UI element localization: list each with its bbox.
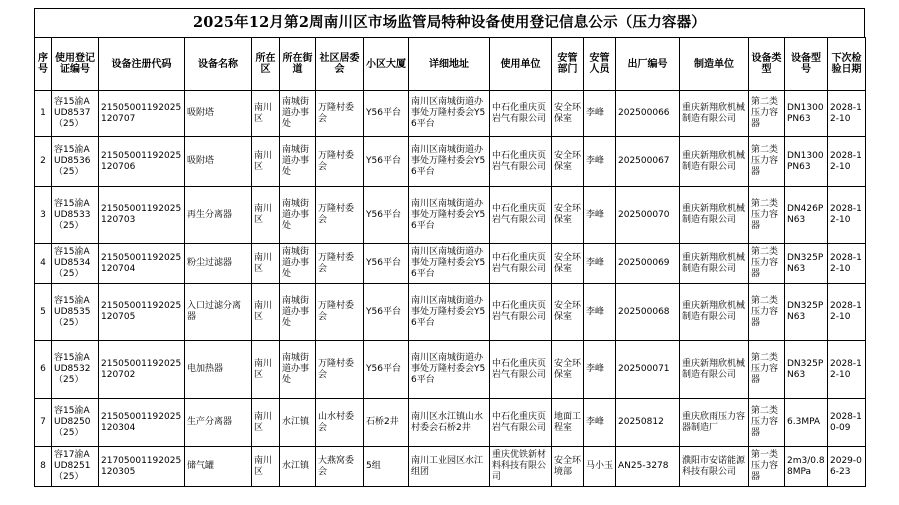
column-header: 出厂编号 <box>616 38 680 91</box>
column-header: 所在街道 <box>280 38 316 91</box>
table-cell: 重庆欣雨压力容器制造厂 <box>680 399 749 447</box>
table-cell: 重庆新翔欣机械制造有限公司 <box>680 187 749 244</box>
table-cell: 万隆村委会 <box>316 187 364 244</box>
table-cell: 20250812 <box>616 399 680 447</box>
table-cell: 南川区 <box>252 91 280 137</box>
table-cell: 储气罐 <box>185 447 252 487</box>
column-header: 安管人员 <box>584 38 616 91</box>
table-cell: 安全环境部 <box>552 447 584 487</box>
table-cell: 南川区 <box>252 137 280 187</box>
table-cell: 第二类压力容器 <box>749 341 785 399</box>
table-cell: 202500067 <box>616 137 680 187</box>
table-cell: 7 <box>35 399 52 447</box>
table-row <box>35 284 866 341</box>
column-header: 小区大厦 <box>364 38 409 91</box>
table-cell: 南川区 <box>252 244 280 284</box>
table-cell: 李峰 <box>584 137 616 187</box>
table-cell: 安全环保室 <box>552 91 584 137</box>
table-cell: 3 <box>35 187 52 244</box>
table-cell: 21505001192025120705 <box>99 284 185 341</box>
table-cell: 2028-12-10 <box>828 91 866 137</box>
table-cell: 石桥2井 <box>364 399 409 447</box>
table-cell: 安全环保室 <box>552 284 584 341</box>
table-cell: 中石化重庆页岩气有限公司 <box>490 341 552 399</box>
table-cell: 容15渝AUD8537（25） <box>52 91 99 137</box>
table-row <box>35 447 866 487</box>
table-cell: 南川区南城街道办事处万隆村委会Y56平台 <box>409 137 490 187</box>
table-cell: 21705001192025120305 <box>99 447 185 487</box>
table-cell: DN1300PN63 <box>785 91 828 137</box>
table-cell: 2029-06-23 <box>828 447 866 487</box>
table-cell: 21505001192025120703 <box>99 187 185 244</box>
table-cell: 南川区 <box>252 447 280 487</box>
table-cell: DN426PN63 <box>785 187 828 244</box>
column-header: 设备类型 <box>749 38 785 91</box>
table-cell: 6.3MPA <box>785 399 828 447</box>
table-row <box>35 187 866 244</box>
table-cell: 安全环保室 <box>552 187 584 244</box>
table-cell: 中石化重庆页岩气有限公司 <box>490 244 552 284</box>
table-cell: 电加热器 <box>185 341 252 399</box>
table-cell: 万隆村委会 <box>316 137 364 187</box>
table-cell: AN25-3278 <box>616 447 680 487</box>
table-cell: 万隆村委会 <box>316 244 364 284</box>
page-title: 2025年12月第2周南川区市场监管局特种设备使用登记信息公示（压力容器） <box>34 8 865 37</box>
registration-table <box>34 37 866 487</box>
table-row <box>35 137 866 187</box>
table-cell: 南川区水江镇山水村委会石桥2井 <box>409 399 490 447</box>
table-cell: 南川区南城街道办事处万隆村委会Y56平台 <box>409 284 490 341</box>
table-cell: 李峰 <box>584 244 616 284</box>
table-cell: 2028-12-10 <box>828 137 866 187</box>
table-cell: 南川区 <box>252 187 280 244</box>
column-header: 设备名称 <box>185 38 252 91</box>
table-cell: 容15渝AUD8535（25） <box>52 284 99 341</box>
table-cell: 2028-12-10 <box>828 187 866 244</box>
table-cell: 202500070 <box>616 187 680 244</box>
table-cell: 容15渝AUD8250（25） <box>52 399 99 447</box>
table-cell: 南川区南城街道办事处万隆村委会Y56平台 <box>409 341 490 399</box>
table-row <box>35 91 866 137</box>
table-cell: 中石化重庆页岩气有限公司 <box>490 137 552 187</box>
table-cell: 中石化重庆页岩气有限公司 <box>490 187 552 244</box>
table-cell: 南城街道办事处 <box>280 91 316 137</box>
table-cell: 容15渝AUD8534（25） <box>52 244 99 284</box>
table-cell: 21505001192025120706 <box>99 137 185 187</box>
table-cell: 第二类压力容器 <box>749 187 785 244</box>
table-cell: 第二类压力容器 <box>749 91 785 137</box>
table-cell: 水江镇 <box>280 399 316 447</box>
table-cell: 南川区 <box>252 284 280 341</box>
table-row <box>35 399 866 447</box>
table-cell: 中石化重庆页岩气有限公司 <box>490 91 552 137</box>
column-header: 设备注册代码 <box>99 38 185 91</box>
table-cell: 南川区南城街道办事处万隆村委会Y56平台 <box>409 244 490 284</box>
table-cell: 李峰 <box>584 91 616 137</box>
table-cell: 李峰 <box>584 284 616 341</box>
table-cell: Y56平台 <box>364 137 409 187</box>
table-cell: 重庆新翔欣机械制造有限公司 <box>680 91 749 137</box>
column-header: 下次检验日期 <box>828 38 866 91</box>
table-cell: 4 <box>35 244 52 284</box>
table-cell: 南川区南城街道办事处万隆村委会Y56平台 <box>409 91 490 137</box>
table-cell: 2028-12-10 <box>828 341 866 399</box>
table-cell: 南城街道办事处 <box>280 341 316 399</box>
table-cell: 2m3/0.88MPa <box>785 447 828 487</box>
table-cell: 安全环保室 <box>552 341 584 399</box>
table-cell: 南城街道办事处 <box>280 187 316 244</box>
table-cell: 万隆村委会 <box>316 91 364 137</box>
table-cell: 万隆村委会 <box>316 284 364 341</box>
table-cell: 安全环保室 <box>552 137 584 187</box>
table-cell: 再生分离器 <box>185 187 252 244</box>
table-cell: 南城街道办事处 <box>280 244 316 284</box>
table-cell: Y56平台 <box>364 244 409 284</box>
column-header: 序号 <box>35 38 52 91</box>
table-cell: 2028-10-09 <box>828 399 866 447</box>
table-cell: 8 <box>35 447 52 487</box>
table-cell: 第二类压力容器 <box>749 399 785 447</box>
table-cell: 21505001192025120707 <box>99 91 185 137</box>
table-cell: 202500071 <box>616 341 680 399</box>
table-cell: 21505001192025120304 <box>99 399 185 447</box>
table-cell: 中石化重庆页岩气有限公司 <box>490 399 552 447</box>
table-cell: Y56平台 <box>364 284 409 341</box>
column-header: 设备型号 <box>785 38 828 91</box>
table-cell: 容15渝AUD8533（25） <box>52 187 99 244</box>
table-cell: 容15渝AUD8536（25） <box>52 137 99 187</box>
table-cell: 第二类压力容器 <box>749 284 785 341</box>
column-header: 安管部门 <box>552 38 584 91</box>
table-cell: 重庆新翔欣机械制造有限公司 <box>680 244 749 284</box>
column-header: 制造单位 <box>680 38 749 91</box>
table-cell: DN1300PN63 <box>785 137 828 187</box>
table-cell: Y56平台 <box>364 341 409 399</box>
table-cell: 南川区 <box>252 341 280 399</box>
table-cell: 濮阳市安诺能源科技有限公司 <box>680 447 749 487</box>
table-cell: 南川区南城街道办事处万隆村委会Y56平台 <box>409 187 490 244</box>
table-cell: 202500066 <box>616 91 680 137</box>
table-cell: 6 <box>35 341 52 399</box>
column-header: 详细地址 <box>409 38 490 91</box>
table-cell: 第一类压力容器 <box>749 447 785 487</box>
table-cell: Y56平台 <box>364 187 409 244</box>
table-cell: 重庆新翔欣机械制造有限公司 <box>680 341 749 399</box>
table-row <box>35 341 866 399</box>
table-cell: 2028-12-10 <box>828 284 866 341</box>
table-cell: 安全环保室 <box>552 244 584 284</box>
table-cell: 南城街道办事处 <box>280 284 316 341</box>
table-cell: 202500069 <box>616 244 680 284</box>
table-cell: 南川区 <box>252 399 280 447</box>
table-cell: Y56平台 <box>364 91 409 137</box>
table-cell: 21505001192025120702 <box>99 341 185 399</box>
table-cell: 第二类压力容器 <box>749 244 785 284</box>
table-cell: 大燕窝委会 <box>316 447 364 487</box>
table-cell: 生产分离器 <box>185 399 252 447</box>
table-cell: 21505001192025120704 <box>99 244 185 284</box>
table-cell: 李峰 <box>584 399 616 447</box>
table-cell: 南川工业园区水江组团 <box>409 447 490 487</box>
table-cell: DN325PN63 <box>785 284 828 341</box>
table-cell: 5 <box>35 284 52 341</box>
table-header-row <box>35 38 866 91</box>
table-cell: 第二类压力容器 <box>749 137 785 187</box>
table-cell: 山水村委会 <box>316 399 364 447</box>
table-cell: 重庆优铁新材料科技有限公司 <box>490 447 552 487</box>
table-cell: 入口过滤分离器 <box>185 284 252 341</box>
table-cell: 容17渝AUD8251（25） <box>52 447 99 487</box>
notice-sheet <box>34 8 865 487</box>
table-cell: 5组 <box>364 447 409 487</box>
table-cell: 重庆新翔欣机械制造有限公司 <box>680 284 749 341</box>
column-header: 社区居委会 <box>316 38 364 91</box>
table-cell: DN325PN63 <box>785 341 828 399</box>
column-header: 所在区 <box>252 38 280 91</box>
column-header: 使用单位 <box>490 38 552 91</box>
table-cell: 容15渝AUD8532（25） <box>52 341 99 399</box>
table-cell: 粉尘过滤器 <box>185 244 252 284</box>
table-cell: 吸附塔 <box>185 137 252 187</box>
table-cell: 李峰 <box>584 341 616 399</box>
table-cell: 1 <box>35 91 52 137</box>
column-header: 使用登记证编号 <box>52 38 99 91</box>
table-cell: 马小玉 <box>584 447 616 487</box>
table-cell: 万隆村委会 <box>316 341 364 399</box>
table-cell: DN325PN63 <box>785 244 828 284</box>
table-cell: 吸附塔 <box>185 91 252 137</box>
table-cell: 中石化重庆页岩气有限公司 <box>490 284 552 341</box>
table-cell: 202500068 <box>616 284 680 341</box>
table-cell: 2028-12-10 <box>828 244 866 284</box>
table-cell: 李峰 <box>584 187 616 244</box>
table-row <box>35 244 866 284</box>
table-cell: 水江镇 <box>280 447 316 487</box>
table-cell: 2 <box>35 137 52 187</box>
table-cell: 地面工程室 <box>552 399 584 447</box>
table-cell: 南城街道办事处 <box>280 137 316 187</box>
table-cell: 重庆新翔欣机械制造有限公司 <box>680 137 749 187</box>
